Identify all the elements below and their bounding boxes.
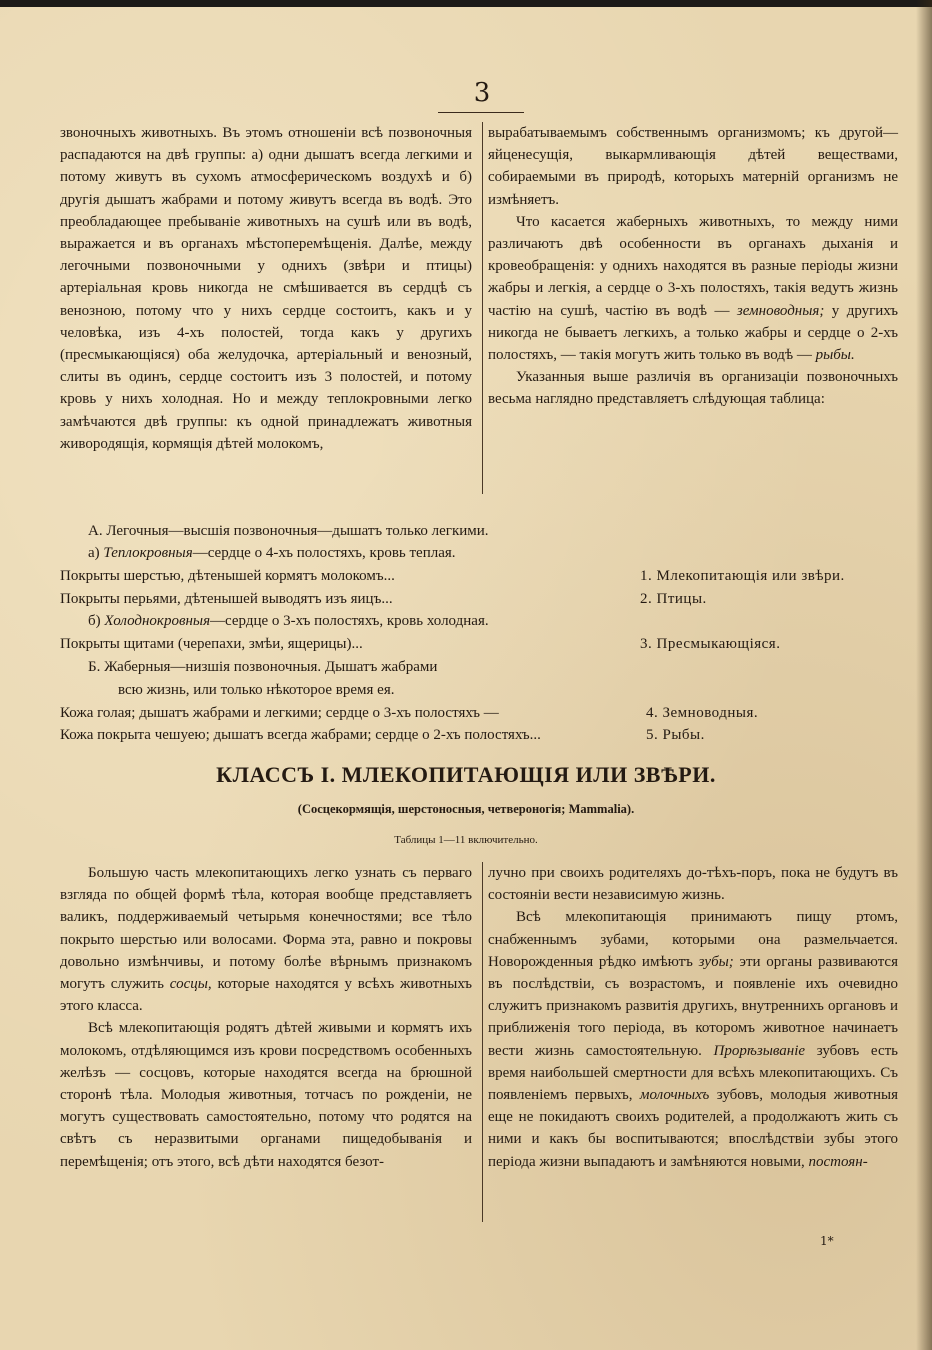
paragraph: звоночныхъ животныхъ. Въ этомъ отношеніи всѣ позвоночныя распадаются на двѣ группы: а) одни дышатъ всегда легкими и потому живутъ въ сухомъ атмосферическомъ воздухѣ и б) другія дышатъ жабрами и потому живутъ всегда въ водѣ. Это преобладающее пребываніе животныхъ на сушѣ или въ водѣ, выражается и въ органахъ мѣстоперемѣщенія. Далѣе, между легочными позвоночными у однихъ (звѣри и птицы) артеріальная кровь никогда не смѣшивается въ сердцѣ съ венозною, потому что у нихъ сердце состоитъ, какъ и у человѣка, изъ 4-хъ полостей, тогда какъ у другихъ (пресмыкающіяся) оба желудочка, артеріальный и венозный, слиты въ одинъ, сердце состоитъ изъ 3 полостей, и потому кровь у нихъ холодная. Но и между теплокровными легко замѣчаются двѣ группы: къ одной принадлежатъ животныя живородящія, кормящія дѣтей молокомъ, [60, 125, 472, 452]
paragraph: Что касается жаберныхъ животныхъ, то между ними различаютъ двѣ особенности въ органахъ дыханія и кровеобращенія: у однихъ находятся въ разные періоды жизни жабры и легкія, а сердце о 3-хъ полостяхъ, такія ведутъ жизнь частію на сушѣ, частію въ водѣ — земноводныя; у другихъ никогда не бываетъ легкихъ, а только жабры и сердце о 2-хъ полостяхъ, — такія могутъ жить только въ водѣ — рыбы. [488, 213, 898, 364]
table-row: Покрыты щитами (черепахи, змѣи, ящерицы)... [60, 636, 363, 652]
paragraph: Большую часть млекопитающихъ легко узнать съ перваго взгляда по общей формѣ тѣла, которая вообще представляетъ валикъ, поддерживаемый четырьмя конечностями; все тѣло покрыто шерстью или волосами. Форма эта, равно и покровы довольно измѣнчивы, и потому болѣе вѣрнымъ признакомъ могутъ служить сосцы, которые находятся у всѣхъ животныхъ этого класса. [60, 865, 473, 1015]
page-number: 3 [473, 78, 491, 108]
table-row: Кожа покрыта чешуею; дышатъ всегда жабрами; сердце о 2-хъ полостяхъ... [60, 727, 541, 743]
bottom-right-column [488, 862, 898, 1173]
table-row: а) Теплокровныя—сердце о 4-хъ полостяхъ, кровь теплая. [88, 545, 456, 561]
column-divider [482, 122, 483, 494]
bottom-left-column [60, 862, 472, 1173]
paragraph: Всѣ млекопитающія родятъ дѣтей живыми и кормятъ ихъ молокомъ, отдѣляющимся изъ крови посредствомъ особенныхъ желѣзъ — сосцовъ, которые находятся всегда на брюшной сторонѣ тѣла. Молодыя животныя, тотчасъ по рожденіи, не могутъ существовать самостоятельно, потому что родятся на свѣтъ съ неразвитыми органами пищедобыванія и перемѣщенія; отъ этого, всѣ дѣти находятся безот- [60, 1020, 472, 1170]
class-label: 2. Птицы. [640, 591, 707, 607]
table-row: Б. Жаберныя—низшія позвоночныя. Дышатъ жабрами [88, 659, 438, 675]
paragraph: лучно при своихъ родителяхъ до-тѣхъ-поръ, пока не будутъ въ состояніи вести независимую жизнь. [488, 865, 898, 904]
classification-table [60, 520, 860, 743]
table-row: Покрыты перьями, дѣтенышей выводятъ изъ яицъ... [60, 591, 393, 607]
table-row: А. Легочныя—высшія позвоночныя—дышатъ только легкими. [88, 523, 489, 539]
table-row: всю жизнь, или только нѣкоторое время ея. [118, 682, 395, 698]
paragraph: вырабатываемымъ собственнымъ организмомъ; къ другой—яйценесущія, выкармливающія дѣтей веществами, собираемыми въ природѣ, которыхъ матерній организмъ не измѣняетъ. [488, 125, 898, 208]
section-title: КЛАССЪ I. МЛЕКОПИТАЮЩІЯ ИЛИ ЗВѢРИ. [216, 762, 716, 787]
emphasis-term: зубы; [698, 953, 734, 970]
table-row: Кожа голая; дышатъ жабрами и легкими; сердце о 3-хъ полостяхъ — [60, 705, 499, 721]
signature-mark: 1* [820, 1234, 834, 1248]
page-shadow [916, 0, 932, 1350]
table-row: Покрыты шерстью, дѣтенышей кормятъ молокомъ... [60, 568, 395, 584]
emphasis-term: рыбы. [815, 347, 855, 364]
table-row: б) Холоднокровныя—сердце о 3-хъ полостяхъ, кровь холодная. [88, 613, 489, 629]
class-label: 1. Млекопитающія или звѣри. [640, 568, 845, 584]
paragraph: Указанныя выше различія въ организаціи позвоночныхъ весьма наглядно представляетъ слѣдующая таблица: [488, 369, 898, 408]
class-label: 3. Пресмыкающіяся. [640, 636, 781, 652]
header-rule [438, 112, 524, 113]
top-right-column [488, 122, 898, 411]
section-subtitle: (Сосцекормящія, шерстоносныя, четвероногія; Mammalia). [297, 802, 635, 816]
emphasis-term: сосцы, [169, 976, 212, 993]
plates-note: Таблицы 1—11 включительно. [394, 834, 538, 846]
paragraph: Всѣ млекопитающія принимаютъ пищу ртомъ, снабженнымъ зубами, которыми она размельчается. Новорожденныя рѣдко имѣютъ зубы; эти органы развиваются въ послѣдствіи, съ возрастомъ, и появленіе ихъ очевидно служитъ признакомъ развитія другихъ, внутреннихъ органовъ и приближенія того періода, въ которомъ животное начинаетъ вести жизнь самостоятельную. Прорѣзываніе зубовъ есть время наибольшей смертности для всѣхъ млекопитающихъ. Съ появленіемъ первыхъ, молочныхъ зубовъ, молодыя животныя еще не покидаютъ своихъ родителей, а продолжаютъ жить съ ними и какъ бы воспитываются; впослѣдствіи зубы этого періода жизни выпадаютъ и замѣняются новыми, постоян- [488, 909, 899, 1170]
class-label: 4. Земноводныя. [646, 705, 759, 721]
top-left-column [60, 122, 472, 455]
emphasis-term: Прорѣзываніе [713, 1042, 806, 1059]
column-divider [482, 862, 483, 1222]
scan-top-edge [0, 0, 932, 7]
emphasis-term: молочныхъ [639, 1087, 710, 1104]
emphasis-term: постоян- [808, 1153, 868, 1170]
class-label: 5. Рыбы. [646, 727, 705, 743]
emphasis-term: земноводныя; [736, 302, 825, 319]
